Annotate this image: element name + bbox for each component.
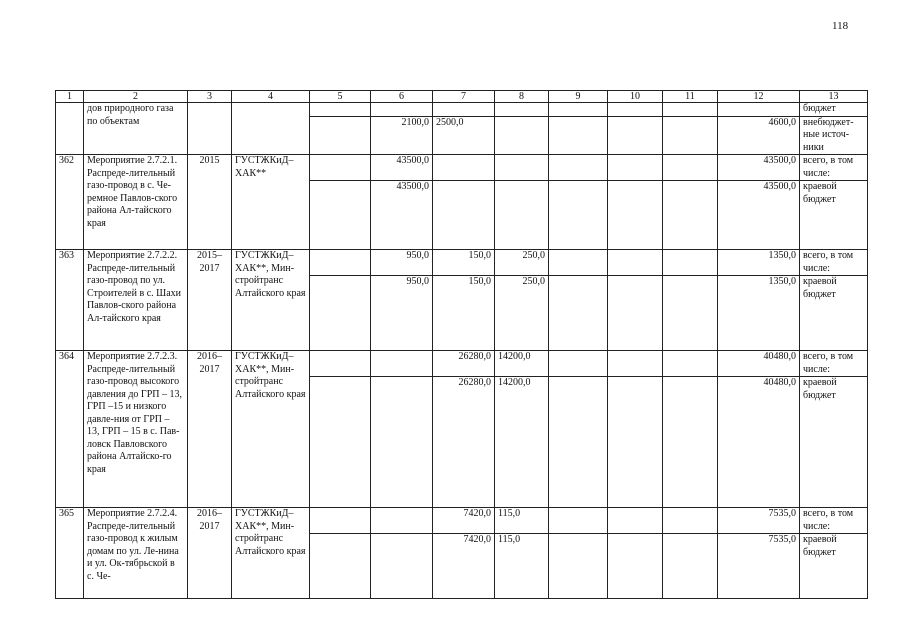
header-cell: 6: [371, 91, 433, 103]
header-cell: 9: [549, 91, 608, 103]
value-cell: [310, 103, 371, 117]
header-cell: 10: [608, 91, 663, 103]
value-cell: [549, 276, 608, 351]
value-cell: 40480,0: [718, 377, 800, 508]
value-cell: [663, 250, 718, 276]
value-cell: 2500,0: [433, 116, 495, 155]
executor-cell: ГУСТЖКиД–ХАК**: [232, 155, 310, 250]
source-cell: краевой бюджет: [800, 181, 868, 250]
value-cell: [310, 351, 371, 377]
value-cell: [495, 155, 549, 181]
value-cell: 250,0: [495, 276, 549, 351]
source-cell: краевой бюджет: [800, 377, 868, 508]
table-row: [56, 103, 868, 117]
value-cell: [495, 116, 549, 155]
value-cell: [433, 155, 495, 181]
value-cell: [371, 508, 433, 534]
value-cell: [663, 103, 718, 117]
value-cell: [608, 250, 663, 276]
value-cell: [310, 116, 371, 155]
value-cell: 150,0: [433, 276, 495, 351]
value-cell: 950,0: [371, 250, 433, 276]
value-cell: [549, 534, 608, 599]
table-row: [56, 351, 868, 377]
value-cell: 7420,0: [433, 508, 495, 534]
value-cell: [663, 116, 718, 155]
value-cell: [310, 508, 371, 534]
value-cell: 40480,0: [718, 351, 800, 377]
value-cell: 43500,0: [371, 181, 433, 250]
program-table: [55, 90, 868, 599]
measure-name: дов природного газа по объектам: [84, 103, 188, 155]
measure-name: Мероприятие 2.7.2.1. Распреде-лительный газо-провод в с. Че-ремное Павлов-ского района Ал-тайского края: [84, 155, 188, 250]
source-cell: всего, в том числе:: [800, 508, 868, 534]
year-cell: 2016–2017: [188, 508, 232, 599]
header-cell: 1: [56, 91, 84, 103]
header-row: [56, 91, 868, 103]
value-cell: 26280,0: [433, 377, 495, 508]
header-cell: 12: [718, 91, 800, 103]
table-row: [56, 250, 868, 276]
value-cell: [718, 103, 800, 117]
value-cell: [608, 116, 663, 155]
value-cell: [608, 276, 663, 351]
header-cell: 2: [84, 91, 188, 103]
value-cell: 7420,0: [433, 534, 495, 599]
value-cell: [608, 508, 663, 534]
value-cell: 43500,0: [718, 181, 800, 250]
measure-name: Мероприятие 2.7.2.2. Распреде-лительный газо-провод по ул. Строителей в с. Шахи Павлов-ского района Ал-тайского края: [84, 250, 188, 351]
value-cell: 150,0: [433, 250, 495, 276]
value-cell: 14200,0: [495, 351, 549, 377]
value-cell: 26280,0: [433, 351, 495, 377]
value-cell: [608, 351, 663, 377]
value-cell: [549, 250, 608, 276]
value-cell: [495, 103, 549, 117]
value-cell: 950,0: [371, 276, 433, 351]
value-cell: 43500,0: [371, 155, 433, 181]
value-cell: [310, 250, 371, 276]
value-cell: [549, 508, 608, 534]
executor-cell: ГУСТЖКиД–ХАК**, Мин-стройтранс Алтайского края: [232, 351, 310, 508]
table-row: [56, 155, 868, 181]
value-cell: [433, 181, 495, 250]
value-cell: 7535,0: [718, 534, 800, 599]
value-cell: [310, 534, 371, 599]
value-cell: 1350,0: [718, 276, 800, 351]
header-cell: 3: [188, 91, 232, 103]
table-row: [56, 508, 868, 534]
value-cell: [608, 534, 663, 599]
executor-cell: ГУСТЖКиД–ХАК**, Мин-стройтранс Алтайского края: [232, 508, 310, 599]
year-cell: [188, 103, 232, 155]
value-cell: [663, 351, 718, 377]
value-cell: 7535,0: [718, 508, 800, 534]
source-cell: краевой бюджет: [800, 534, 868, 599]
value-cell: [663, 508, 718, 534]
value-cell: [310, 377, 371, 508]
year-cell: 2015–2017: [188, 250, 232, 351]
source-cell: всего, в том числе:: [800, 351, 868, 377]
header-cell: 4: [232, 91, 310, 103]
value-cell: [663, 534, 718, 599]
header-cell: 5: [310, 91, 371, 103]
value-cell: [663, 276, 718, 351]
value-cell: [663, 181, 718, 250]
row-number: 365: [56, 508, 84, 599]
header-cell: 13: [800, 91, 868, 103]
value-cell: [663, 155, 718, 181]
value-cell: [433, 103, 495, 117]
value-cell: [549, 351, 608, 377]
value-cell: 43500,0: [718, 155, 800, 181]
year-cell: 2016–2017: [188, 351, 232, 508]
value-cell: [663, 377, 718, 508]
value-cell: 115,0: [495, 508, 549, 534]
source-cell: краевой бюджет: [800, 276, 868, 351]
value-cell: [371, 103, 433, 117]
value-cell: 250,0: [495, 250, 549, 276]
value-cell: 4600,0: [718, 116, 800, 155]
value-cell: [371, 351, 433, 377]
source-cell: всего, в том числе:: [800, 155, 868, 181]
value-cell: 115,0: [495, 534, 549, 599]
page-number: 118: [832, 20, 849, 32]
row-number: [56, 103, 84, 155]
value-cell: [608, 377, 663, 508]
value-cell: [608, 155, 663, 181]
row-number: 364: [56, 351, 84, 508]
value-cell: 1350,0: [718, 250, 800, 276]
row-number: 362: [56, 155, 84, 250]
executor-cell: [232, 103, 310, 155]
row-number: 363: [56, 250, 84, 351]
year-cell: 2015: [188, 155, 232, 250]
value-cell: [549, 377, 608, 508]
source-cell: бюджет: [800, 103, 868, 117]
value-cell: [549, 103, 608, 117]
value-cell: [608, 103, 663, 117]
value-cell: [549, 155, 608, 181]
value-cell: [310, 276, 371, 351]
source-cell: всего, в том числе:: [800, 250, 868, 276]
value-cell: [310, 181, 371, 250]
value-cell: [310, 155, 371, 181]
value-cell: [371, 377, 433, 508]
header-cell: 11: [663, 91, 718, 103]
value-cell: [608, 181, 663, 250]
value-cell: [549, 116, 608, 155]
value-cell: 2100,0: [371, 116, 433, 155]
measure-name: Мероприятие 2.7.2.4. Распреде-лительный газо-провод к жилым домам по ул. Ле-нина и ул. Ок-тябрьской в с. Че-: [84, 508, 188, 599]
header-cell: 8: [495, 91, 549, 103]
source-cell: внебюджет-ные источ-ники: [800, 116, 868, 155]
measure-name: Мероприятие 2.7.2.3. Распреде-лительный газо-провод высокого давления до ГРП – 13, ГРП –15 и низкого давле-ния от ГРП – 13, ГРП – 15 в с. Пав-ловск Павловского района Алтайско-го края: [84, 351, 188, 508]
value-cell: [495, 181, 549, 250]
value-cell: 14200,0: [495, 377, 549, 508]
executor-cell: ГУСТЖКиД–ХАК**, Мин-стройтранс Алтайского края: [232, 250, 310, 351]
header-cell: 7: [433, 91, 495, 103]
value-cell: [371, 534, 433, 599]
value-cell: [549, 181, 608, 250]
